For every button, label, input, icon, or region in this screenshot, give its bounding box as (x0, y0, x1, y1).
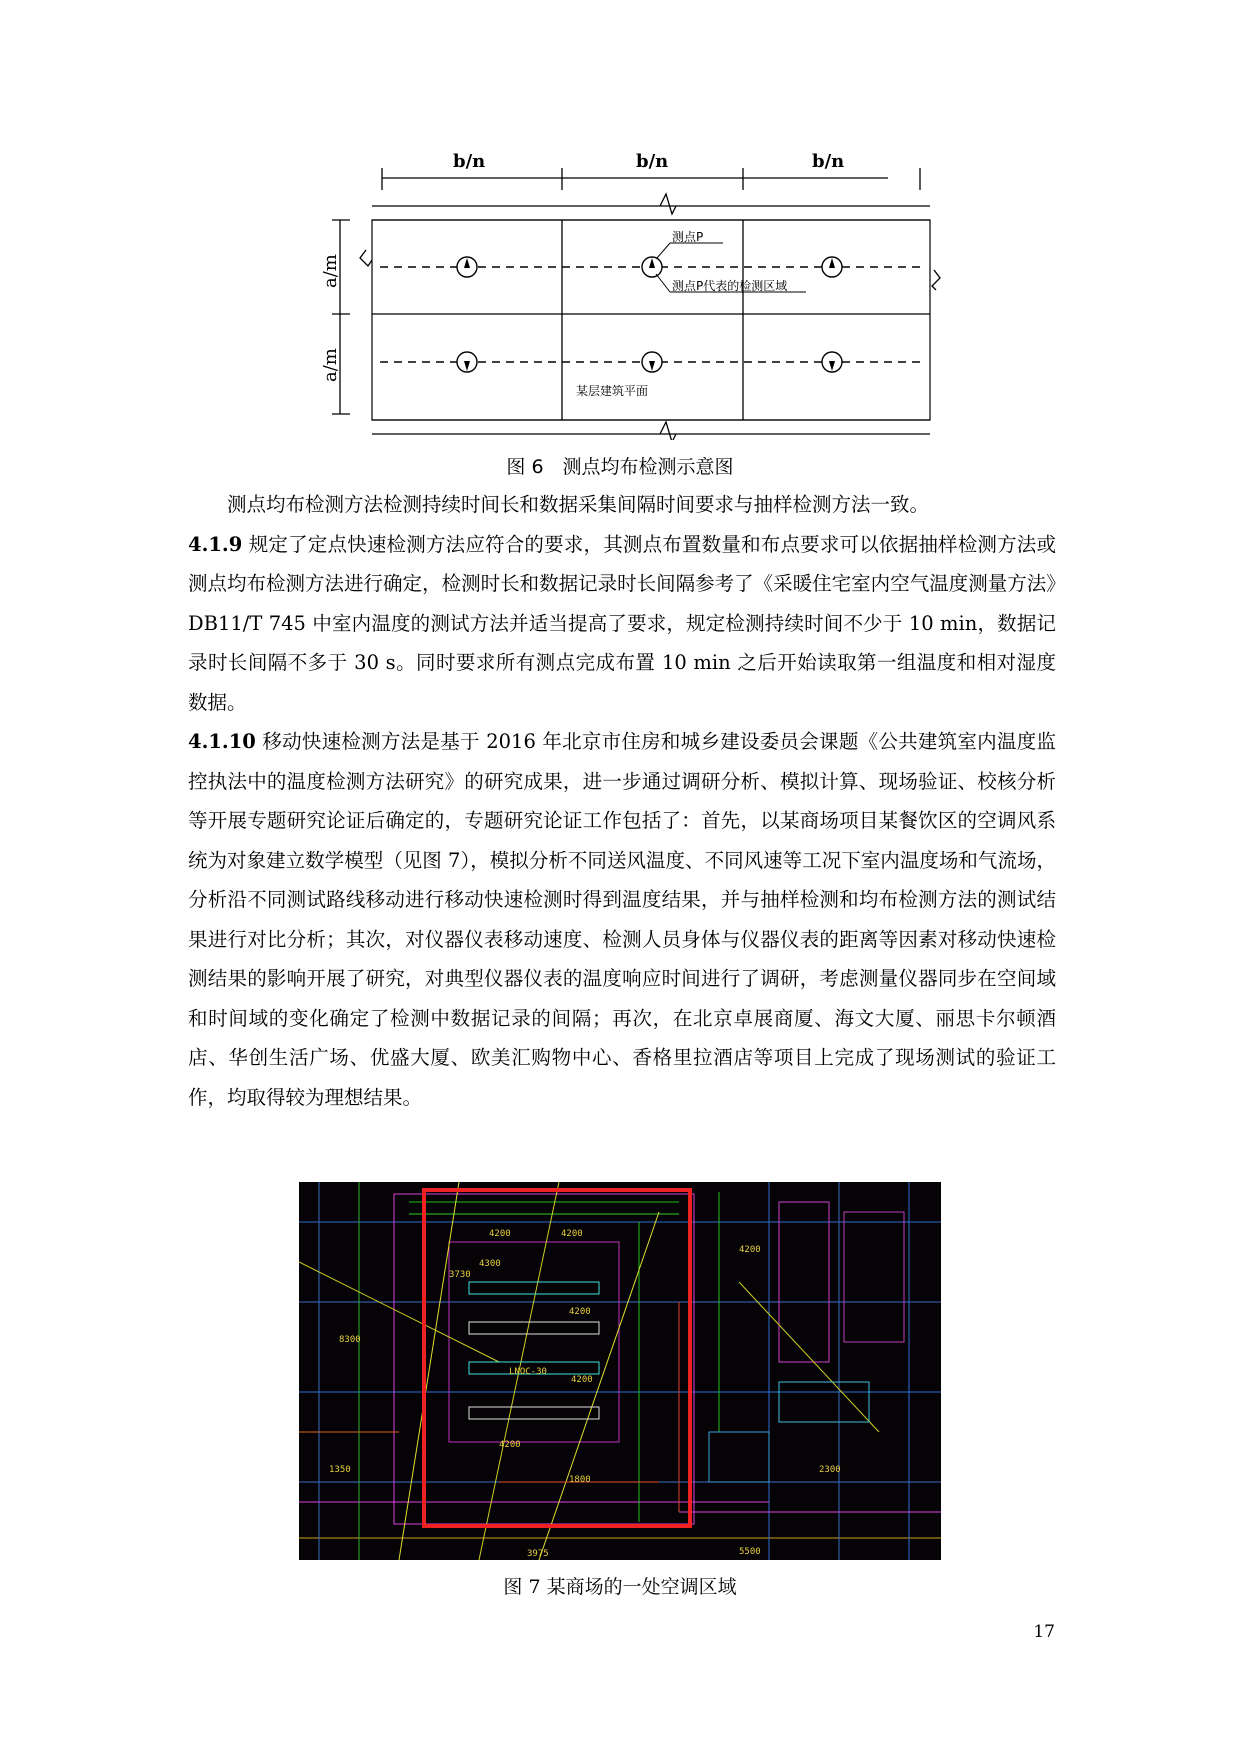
measuring-point-diagram (320, 150, 960, 440)
plan-label: 某层建筑平面 (576, 384, 649, 398)
dim-label: 4200 (489, 1229, 511, 1239)
clause-number: 4.1.9 (188, 532, 243, 556)
side-label-2: a/m (320, 348, 341, 382)
top-label-2: b/n (636, 151, 669, 172)
paragraph-1: 测点均布检测方法检测持续时间长和数据采集间隔时间要求与抽样检测方法一致。 (227, 493, 930, 516)
clause-text: 规定了定点快速检测方法应符合的要求，其测点布置数量和布点要求可以依据抽样检测方法或测点均布检测方法进行确定，检测时长和数据记录时长间隔参考了《采暖住宅室内空气温度测量方法》DB11/T 745 中室内温度的测试方法并适当提高了要求，规定检测持续时间不少于 10 min，数据记录时长间隔不多于 30 s。同时要求所有测点完成布置 10 min 之后开始读取第一组温度和相对湿度数据。 (188, 532, 1056, 714)
cad-drawing (299, 1182, 941, 1560)
dim-label: 8300 (339, 1335, 361, 1345)
dim-label: 5500 (739, 1547, 761, 1557)
dim-label: 4200 (499, 1440, 521, 1450)
page-number: 17 (1033, 1622, 1055, 1642)
dim-label: LNOC-30 (509, 1367, 547, 1377)
dim-label: 3730 (449, 1270, 471, 1280)
paragraph-4-1-10 (188, 722, 1056, 1117)
dim-label: 1800 (569, 1475, 591, 1485)
dim-label: 4200 (571, 1375, 593, 1385)
top-label-1: b/n (453, 151, 486, 172)
dim-label: 3975 (527, 1549, 549, 1559)
region-label: 测点P代表的检测区域 (672, 279, 788, 293)
dim-label: 4200 (569, 1307, 591, 1317)
top-label-3: b/n (812, 151, 845, 172)
side-label-1: a/m (320, 254, 341, 288)
paragraph-4-1-9 (188, 525, 1056, 723)
dim-label: 4200 (739, 1245, 761, 1255)
figure7-caption: 图 7 某商场的一处空调区域 (503, 1576, 737, 1598)
clause-number: 4.1.10 (188, 730, 256, 753)
dim-label: 2300 (819, 1465, 841, 1475)
clause-text: 移动快速检测方法是基于 2016 年北京市住房和城乡建设委员会课题《公共建筑室内温度监控执法中的温度检测方法研究》的研究成果，进一步通过调研分析、模拟计算、现场验证、校核分析等开展专题研究论证后确定的，专题研究论证工作包括了：首先，以某商场项目某餐饮区的空调风系统为对象建立数学模型（见图 7），模拟分析不同送风温度、不同风速等工况下室内温度场和气流场，分析沿不同测试路线移动进行移动快速检测时得到温度结果，并与抽样检测和均布检测方法的测试结果进行对比分析；其次，对仪器仪表移动速度、检测人员身体与仪器仪表的距离等因素对移动快速检测结果的影响开展了研究，对典型仪器仪表的温度响应时间进行了调研，考虑测量仪器同步在空间域和时间域的变化确定了检测中数据记录的间隔；再次，在北京卓展商厦、海文大厦、丽思卡尔顿酒店、华创生活广场、优盛大厦、欧美汇购物中心、香格里拉酒店等项目上完成了现场测试的验证工作，均取得较为理想结果。 (188, 730, 1056, 1109)
dim-label: 4200 (561, 1229, 583, 1239)
point-label: 测点P (672, 230, 704, 244)
figure6-caption: 图 6 测点均布检测示意图 (506, 456, 734, 478)
dim-label: 4300 (479, 1259, 501, 1269)
dim-label: 1350 (329, 1465, 351, 1475)
body-text (188, 485, 1056, 1117)
